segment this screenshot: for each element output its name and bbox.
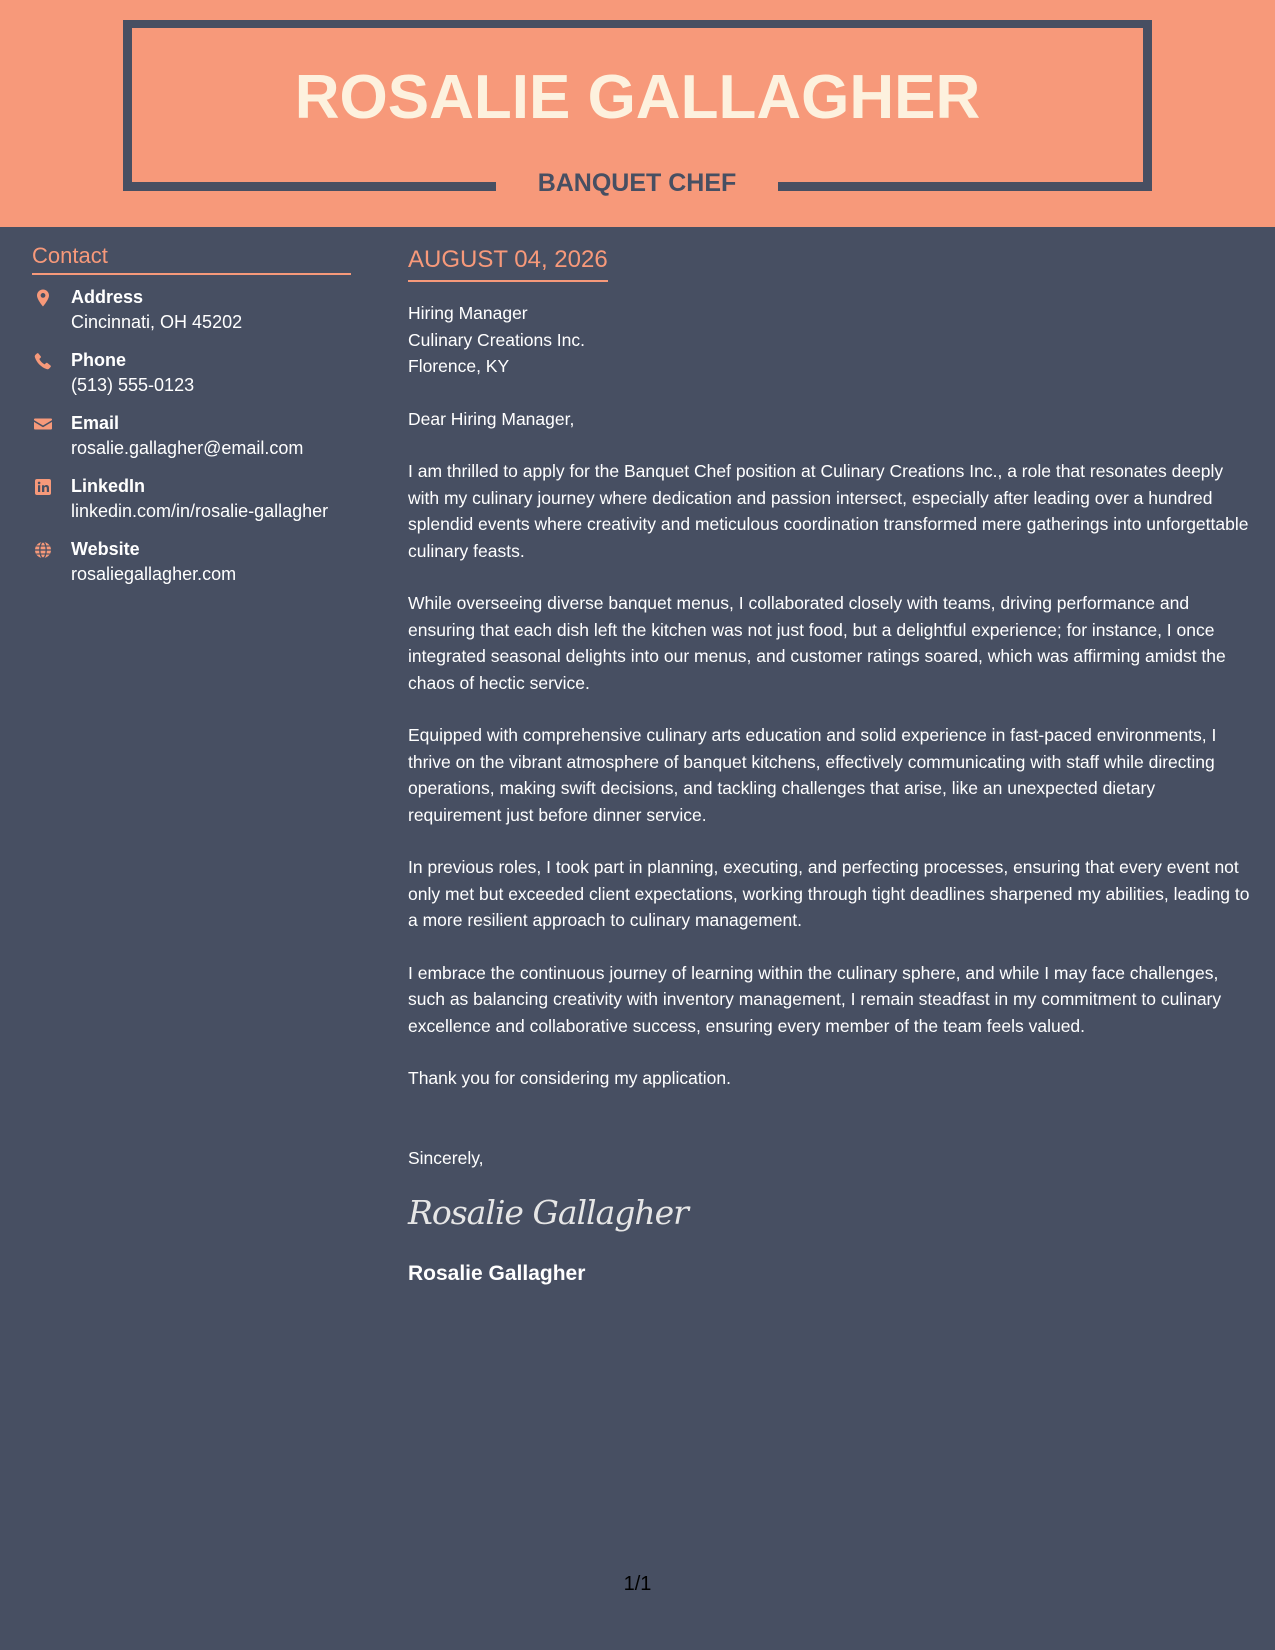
header-frame-bottom-left: [123, 182, 496, 191]
paragraph: I embrace the continuous journey of learning within the culinary sphere, and while I may face challenges, such as balancing creativity with inventory management, I remain steadfast in my commitment to culinary excellence and collaborative success, ensuring every member of the team feels valued.: [408, 962, 1222, 1036]
header-frame-right: [1143, 20, 1152, 191]
contact-sidebar: [32, 240, 351, 600]
signature: Rosalie Gallagher: [408, 1193, 688, 1232]
sign-off: Sincerely,: [408, 1147, 484, 1168]
contact-value: rosaliegallagher.com: [71, 564, 237, 584]
contact-label: Address: [71, 287, 144, 307]
contact-item-website: [32, 537, 351, 600]
globe-icon: [33, 540, 53, 560]
contact-item-email: [32, 411, 351, 474]
header-frame-top: [123, 20, 1152, 28]
map-pin-icon: [33, 288, 53, 308]
linkedin-icon: [33, 477, 53, 497]
envelope-icon: [33, 414, 53, 434]
recipient-block: [408, 300, 1250, 380]
phone-icon: [33, 351, 53, 371]
paragraph: Equipped with comprehensive culinary arts education and solid experience in fast-paced environments, I thrive on the vibrant atmosphere of banquet kitchens, effectively communicating with staff while directing operations, making swift decisions, and tackling challenges that arise, like an unexpected dietary requirement just before dinner service.: [408, 725, 1217, 825]
contact-label: Phone: [71, 350, 127, 370]
letter-date: AUGUST 04, 2026: [408, 244, 608, 282]
paragraph: In previous roles, I took part in planning, executing, and perfecting processes, ensuring that every event not only met but exceeded client expectations, working through tight deadlines sharpened my abilities, leading to a more resilient approach to culinary management.: [408, 857, 1250, 930]
contact-value: Cincinnati, OH 45202: [71, 312, 243, 332]
recipient-line: Florence, KY: [408, 356, 510, 376]
header-frame-bottom-right: [778, 182, 1152, 191]
page-number: 1/1: [623, 1573, 652, 1595]
recipient-line: Culinary Creations Inc.: [408, 329, 586, 350]
contact-label: LinkedIn: [71, 476, 146, 496]
contact-value: linkedin.com/in/rosalie-gallagher: [71, 501, 329, 521]
letter-body: [408, 244, 1250, 1289]
header-frame-left: [123, 20, 132, 191]
contact-item-linkedin: [32, 474, 351, 537]
applicant-name: ROSALIE GALLAGHER: [294, 63, 981, 132]
paragraph: While overseeing diverse banquet menus, I collaborated closely with teams, driving performance and ensuring that each dish left the kitchen was not just food, but a delightful experience; for instance, I once integrated seasonal delights into our menus, and customer ratings soared, which was affirming amidst the chaos of hectic service.: [408, 593, 1226, 693]
job-title: BANQUET CHEF: [537, 169, 737, 197]
paragraph: I am thrilled to apply for the Banquet Chef position at Culinary Creations Inc., a role that resonates deeply with my culinary journey where dedication and passion intersect, especially after leading over a hundred splendid events where creativity and meticulous coordination transformed mere gatherings into unforgettable culinary feasts.: [408, 461, 1249, 561]
signed-name: Rosalie Gallagher: [408, 1262, 586, 1285]
contact-item-phone: [32, 348, 351, 411]
contact-heading: Contact: [32, 240, 351, 275]
contact-item-address: [32, 285, 351, 348]
contact-label: Email: [71, 413, 120, 433]
contact-label: Website: [71, 539, 140, 559]
recipient-line: Hiring Manager: [408, 303, 528, 323]
salutation: Dear Hiring Manager,: [408, 408, 575, 429]
contact-value: (513) 555-0123: [71, 375, 195, 395]
contact-value: rosalie.gallagher@email.com: [71, 438, 304, 458]
header-banner: [0, 0, 1275, 227]
closing-line: Thank you for considering my application.: [408, 1068, 731, 1088]
